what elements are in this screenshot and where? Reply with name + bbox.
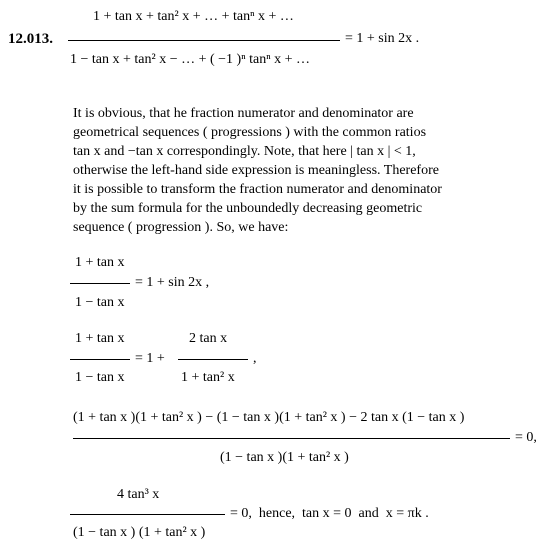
step2-fraction-bar (70, 359, 130, 360)
problem-number: 12.013. (8, 31, 53, 47)
step4-fraction-bar (70, 514, 225, 515)
problem-denominator: 1 − tan x + tan² x − … + ( −1 )ⁿ tanⁿ x + … (70, 52, 311, 67)
problem-fraction-bar (68, 40, 340, 41)
problem-numerator: 1 + tan x + tan² x + … + tanⁿ x + … (93, 9, 294, 24)
step2-inner-fraction-bar (178, 359, 248, 360)
step3-fraction-bar (73, 438, 510, 439)
step1-rhs: = 1 + sin 2x , (135, 275, 210, 290)
step2-mid: = 1 + (135, 351, 165, 366)
step4-numerator: 4 tan³ x (117, 487, 160, 502)
step3-numerator: (1 + tan x )(1 + tan² x ) − (1 − tan x )(1 + tan² x ) − 2 tan x (1 − tan x ) (73, 410, 465, 425)
step2-denominator: 1 − tan x (75, 370, 125, 385)
step2-inner-denominator: 1 + tan² x (181, 370, 235, 385)
step1-fraction-bar (70, 283, 130, 284)
step4-rhs: = 0, hence, tan x = 0 and x = πk . (230, 506, 429, 521)
step3-denominator: (1 − tan x )(1 + tan² x ) (220, 450, 349, 465)
problem-rhs: = 1 + sin 2x . (345, 31, 420, 46)
step2-inner-numerator: 2 tan x (189, 331, 228, 346)
step2-tail: , (253, 351, 257, 366)
step3-rhs: = 0, (515, 430, 537, 445)
step1-denominator: 1 − tan x (75, 295, 125, 310)
step2-numerator: 1 + tan x (75, 331, 125, 346)
step1-numerator: 1 + tan x (75, 255, 125, 270)
explanation-paragraph: It is obvious, that he fraction numerator and denominator are geometrical sequences ( progressions ) with the common ratios tan x and −tan x correspondingly. Note, that here | tan x | < 1, otherwise the left-hand side expression is meaningless. Therefore it is possible to transform the fraction numerator and denominator by the sum formula for the unboundedly decreasing geometric sequence ( progression ). So, we have: (73, 106, 442, 235)
step4-denominator: (1 − tan x ) (1 + tan² x ) (73, 525, 206, 540)
